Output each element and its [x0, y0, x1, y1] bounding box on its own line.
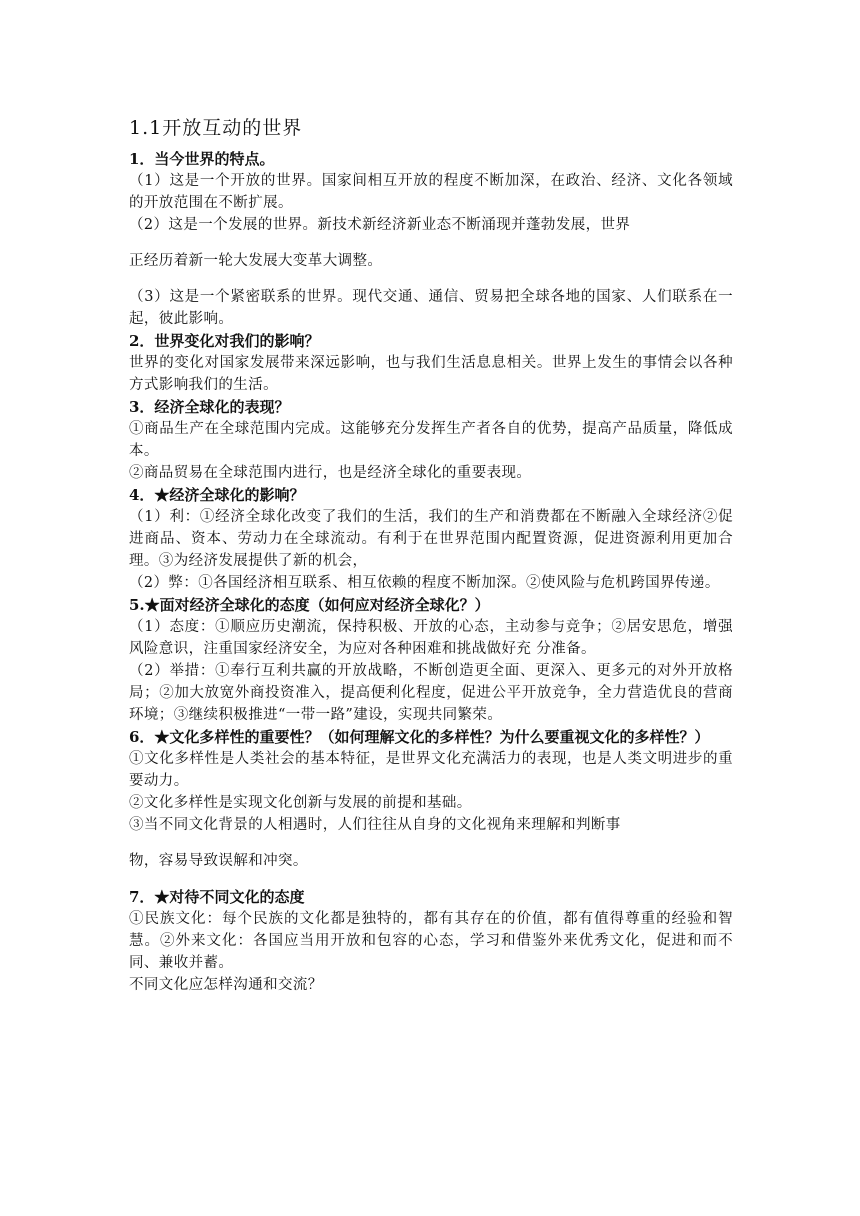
section-7-paragraph-2: 不同文化应怎样沟通和交流？	[129, 977, 323, 993]
section-4-paragraph-2: （2）弊：①各国经济相互联系、相互依赖的程度不断加深。②使风险与危机跨国界传递。	[129, 575, 720, 591]
section-6-paragraph-3-line-2: 物，容易导致误解和冲突。	[129, 853, 308, 869]
section-5-heading: 5.★面对经济全球化的态度（如何应对经济全球化？）	[129, 596, 490, 614]
section-6-paragraph-2: ②文化多样性是实现文化创新与发展的前提和基础。	[129, 795, 472, 811]
document-title: 1.1开放互动的世界	[129, 117, 303, 139]
section-7-paragraph-1: ①民族文化：每个民族的文化都是独特的，都有其存在的价值，都有值得尊重的经验和智慧。②外来文化：各国应当用开放和包容的心态，学习和借鉴外来优秀文化，促进和而不同、兼收并蓄。	[129, 911, 733, 971]
section-5-paragraph-1: （1）态度：①顺应历史潮流，保持积极、开放的心态，主动参与竞争；②居安思危，增强风险意识，注重国家经济安全，为应对各种困难和挑战做好充 分准备。	[129, 619, 733, 657]
section-7-heading: 7．★对待不同文化的态度	[129, 888, 305, 906]
document-page	[129, 108, 733, 996]
section-2-heading: 2．世界变化对我们的影响？	[129, 332, 320, 350]
section-1-paragraph-1: （1）这是一个开放的世界。国家间相互开放的程度不断加深，在政治、经济、文化各领域的开放范围在不断扩展。	[129, 173, 733, 211]
section-1-paragraph-2-line-1: （2）这是一个发展的世界。新技术新经济新业态不断涌现并蓬勃发展，世界	[129, 217, 631, 233]
section-4-paragraph-1: （1）利：①经济全球化改变了我们的生活，我们的生产和消费都在不断融入全球经济②促进商品、资本、劳动力在全球流动。有利于在世界范围内配置资源，促进资源利用更加合理。③为经济发展提供了新的机会，	[129, 509, 733, 569]
section-6-paragraph-1: ①文化多样性是人类社会的基本特征，是世界文化充满活力的表现，也是人类文明进步的重要动力。	[129, 751, 733, 789]
section-4-heading: 4．★经济全球化的影响？	[129, 486, 305, 504]
section-2-paragraph-1: 世界的变化对国家发展带来深远影响，也与我们生活息息相关。世界上发生的事情会以各种方式影响我们的生活。	[129, 355, 733, 393]
section-6-heading: 6．★文化多样性的重要性？（如何理解文化的多样性？为什么要重视文化的多样性？）	[129, 728, 710, 746]
section-3-paragraph-2: ②商品贸易在全球范围内进行，也是经济全球化的重要表现。	[129, 465, 532, 481]
section-1-paragraph-3: （3）这是一个紧密联系的世界。现代交通、通信、贸易把全球各地的国家、人们联系在一起，彼此影响。	[129, 289, 733, 327]
section-3-heading: 3．经济全球化的表现？	[129, 398, 290, 416]
section-3-paragraph-1: ①商品生产在全球范围内完成。这能够充分发挥生产者各自的优势，提高产品质量，降低成本。	[129, 421, 733, 459]
section-1-paragraph-2-line-2: 正经历着新一轮大发展大变革大调整。	[129, 253, 383, 269]
section-6-paragraph-3-line-1: ③当不同文化背景的人相遇时，人们往往从自身的文化视角来理解和判断事	[129, 817, 621, 833]
section-1-heading: 1．当今世界的特点。	[129, 150, 275, 168]
section-5-paragraph-2: （2）举措：①奉行互利共赢的开放战略，不断创造更全面、更深入、更多元的对外开放格局；②加大放宽外商投资准入，提高便利化程度，促进公平开放竞争，全力营造优良的营商环境；③继续积极推进“一带一路”建设，实现共同繁荣。	[129, 663, 733, 723]
